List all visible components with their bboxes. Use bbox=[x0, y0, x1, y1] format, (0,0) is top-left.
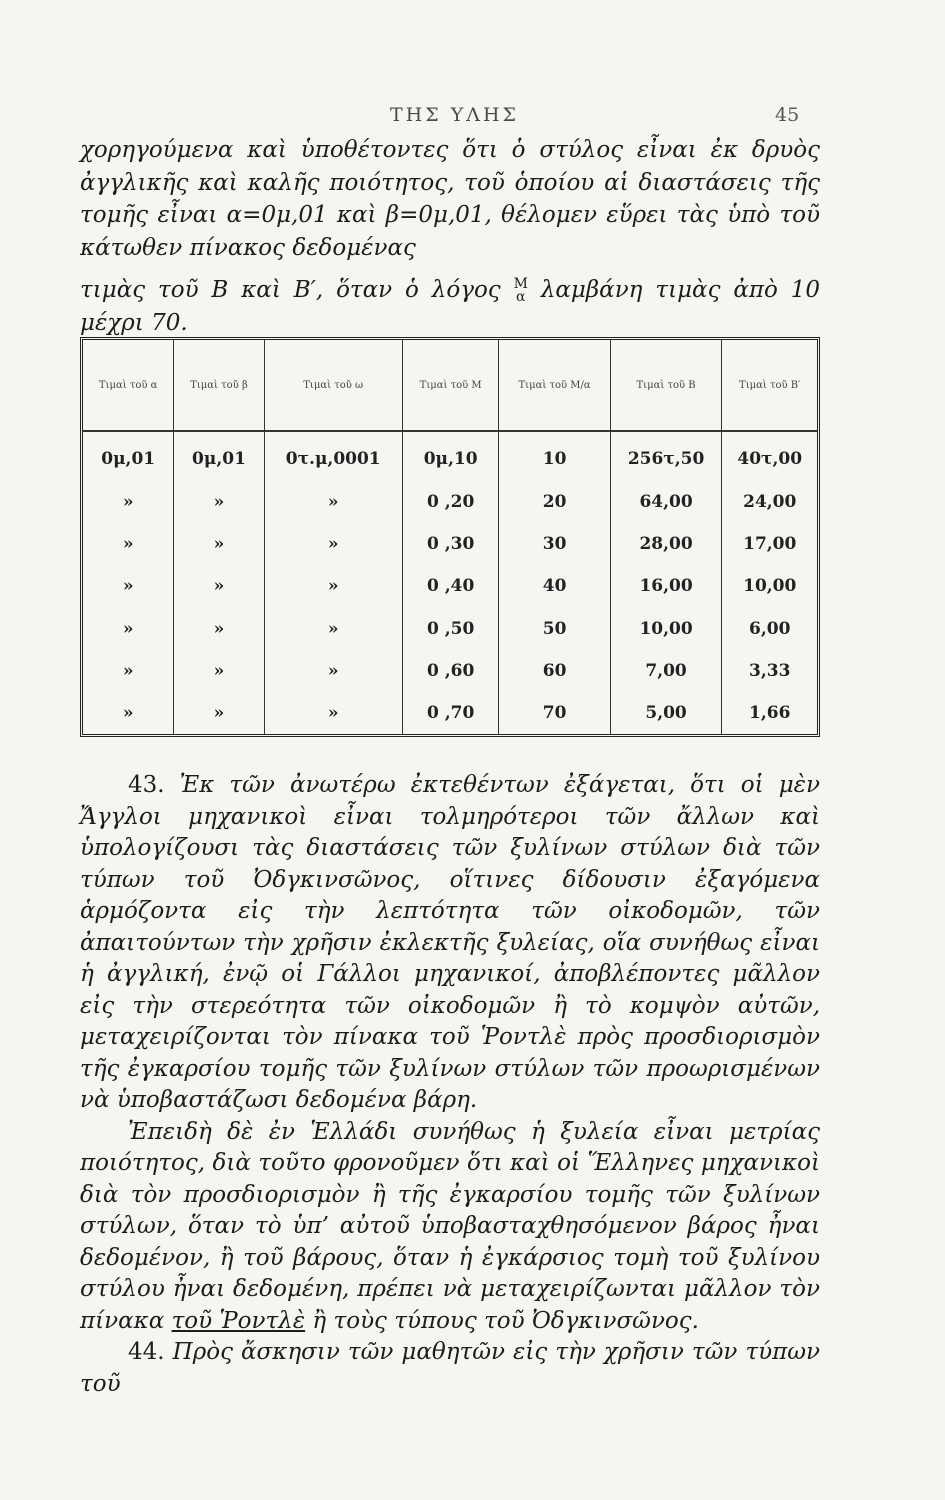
table-cell: » bbox=[174, 481, 264, 523]
section-43-text: Ἐκ τῶν ἀνωτέρω ἐκτεθέντων ἐξάγεται, ὅτι οἱ μὲν Ἄγγλοι μηχανικοὶ εἶναι τολμηρότεροι τῶν ἄλλων καὶ ὑπολογίζουσι τὰς διαστάσεις τῶν ξυλίνων στύλων διὰ τῶν τύπων τοῦ Ὀδγκινσῶνος, οἵτινες δίδουσιν ἐξαγόμενα ἁρμόζοντα εἰς τὴν λεπτότητα τῶν οἰκοδομῶν, τῶν ἀπαιτούντων τὴν χρῆσιν ἐκλεκτῆς ξυλείας, οἵα συνήθως εἶναι ἡ ἀγγλική, ἐνῷ οἱ Γάλλοι μηχανικοί, ἀποβλέποντες μᾶλλον εἰς τὴν στερεότητα τῶν οἰκοδομῶν ἢ τὸ κομψὸν αὐτῶν, μεταχειρίζονται τὸν πίνακα τοῦ Ῥοντλὲ πρὸς προσδιορισμὸν τῆς ἐγκαρσίου τομῆς τῶν ξυλίνων στύλων τῶν προωρισμένων νὰ ὑποβαστάζωσι δεδομένα βάρη. bbox=[80, 772, 820, 1113]
table-cell: 17,00 bbox=[722, 523, 817, 565]
paragraph-2-end: ἢ τοὺς τύπους τοῦ Ὀδγκινσῶνος. bbox=[312, 1307, 699, 1334]
table-cell: 10 bbox=[499, 431, 610, 481]
table-cell: 0μ,10 bbox=[402, 431, 499, 481]
table-cell: » bbox=[264, 523, 402, 565]
header-cell: Τιμαὶ τοῦ B bbox=[610, 340, 722, 431]
table-cell: » bbox=[264, 692, 402, 734]
table-row bbox=[83, 523, 817, 565]
table-cell: » bbox=[264, 481, 402, 523]
table-cell: 28,00 bbox=[610, 523, 722, 565]
section-44 bbox=[80, 1337, 820, 1400]
values-table bbox=[83, 340, 817, 734]
paragraph-2 bbox=[80, 1117, 820, 1338]
underlined-phrase: τοῦ Ῥοντλὲ bbox=[171, 1307, 306, 1334]
table-cell: 0τ.μ,0001 bbox=[264, 431, 402, 481]
page-number: 45 bbox=[775, 104, 800, 126]
table-cell: 0 ,60 bbox=[402, 650, 499, 692]
table-cell: 6,00 bbox=[722, 607, 817, 649]
table-row bbox=[83, 565, 817, 607]
table-cell: 60 bbox=[499, 650, 610, 692]
values-table-frame bbox=[80, 337, 820, 737]
table-row bbox=[83, 481, 817, 523]
header-cell: Τιμαὶ τοῦ β bbox=[174, 340, 264, 431]
header-cell: Τιμαὶ τοῦ M bbox=[402, 340, 499, 431]
page-header bbox=[0, 102, 945, 132]
table-cell: 5,00 bbox=[610, 692, 722, 734]
table-cell: 0μ,01 bbox=[101, 449, 156, 470]
table-cell: 40τ,00 bbox=[722, 431, 817, 481]
table-cell: » bbox=[122, 702, 134, 723]
table-cell: 0 ,20 bbox=[402, 481, 499, 523]
table-cell: 256τ,50 bbox=[610, 431, 722, 481]
table-cell: 10,00 bbox=[722, 565, 817, 607]
table-cell: » bbox=[122, 576, 134, 597]
table-cell: » bbox=[174, 692, 264, 734]
table-cell: 0 ,50 bbox=[402, 607, 499, 649]
table-cell: 0μ,01 bbox=[174, 431, 264, 481]
intro-last-line bbox=[80, 274, 820, 339]
header-cell: Τιμαὶ τοῦ α bbox=[83, 340, 174, 431]
fraction-denominator: α bbox=[516, 289, 526, 306]
table-cell: » bbox=[264, 650, 402, 692]
table-cell: » bbox=[174, 523, 264, 565]
intro-paragraph bbox=[80, 134, 820, 340]
header-cell: Τιμαὶ τοῦ ω bbox=[264, 340, 402, 431]
ratio-fraction bbox=[514, 278, 528, 304]
table-cell: 16,00 bbox=[610, 565, 722, 607]
table-cell: 7,00 bbox=[610, 650, 722, 692]
section-number: 43. bbox=[128, 772, 165, 798]
table-cell: 3,33 bbox=[722, 650, 817, 692]
table-cell: 30 bbox=[499, 523, 610, 565]
section-number: 44. bbox=[128, 1339, 165, 1365]
table-cell: 64,00 bbox=[610, 481, 722, 523]
table-cell: 20 bbox=[499, 481, 610, 523]
table-row bbox=[83, 607, 817, 649]
table-cell: 40 bbox=[499, 565, 610, 607]
table-cell: » bbox=[174, 650, 264, 692]
table-cell: » bbox=[122, 660, 134, 681]
table-row bbox=[83, 650, 817, 692]
table-cell: 0 ,30 bbox=[402, 523, 499, 565]
running-title: ΤΗΣ ΥΛΗΣ bbox=[390, 104, 519, 126]
header-cell: Τιμαὶ τοῦ M/α bbox=[499, 340, 610, 431]
table-cell: » bbox=[264, 607, 402, 649]
table-cell: » bbox=[174, 565, 264, 607]
table-row bbox=[83, 692, 817, 734]
table-cell: 10,00 bbox=[610, 607, 722, 649]
table-cell: 50 bbox=[499, 607, 610, 649]
section-43 bbox=[80, 770, 820, 1117]
table-cell: » bbox=[174, 607, 264, 649]
fraction-numerator: M bbox=[513, 276, 528, 293]
table-cell: 24,00 bbox=[722, 481, 817, 523]
table-cell: » bbox=[122, 534, 134, 555]
table-row bbox=[83, 431, 817, 481]
intro-last-line-start: τιμὰς τοῦ B καὶ B′, ὅταν ὁ λόγος bbox=[80, 277, 501, 304]
intro-last-line-end: λαμβάνη τιμὰς ἀπὸ 10 μέχρι 70. bbox=[80, 277, 820, 336]
paragraph-2-text: Ἐπειδὴ δὲ ἐν Ἑλλάδι συνήθως ἡ ξυλεία εἶναι μετρίας ποιότητος, διὰ τοῦτο φρονοῦμεν ὅτι καὶ οἱ Ἕλληνες μηχανικοὶ διὰ τὸν προσδιορισμὸν ἢ τῆς ἐγκαρσίου τομῆς τῶν ξυλίνων στύλων, ὅταν τὸ ὑπ’ αὐτοῦ ὑποβασταχθησόμενον βάρος ἦναι δεδομένον, ἢ τοῦ βάρους, ὅταν ἡ ἐγκάρσιος τομὴ τοῦ ξυλίνου στύλου ἦναι δεδομένη, πρέπει νὰ μεταχειρίζωνται μᾶλλον τὸν πίνακα bbox=[80, 1118, 820, 1334]
intro-text: χορηγούμενα καὶ ὑποθέτοντες ὅτι ὁ στύλος εἶναι ἐκ δρυὸς ἀγγλικῆς καὶ καλῆς ποιότητος, τοῦ ὁποίου αἱ διαστάσεις τῆς τομῆς εἶναι α=0μ,01 καὶ β=0μ,01, θέλομεν εὕρει τὰς ὑπὸ τοῦ κάτωθεν πίνακος δεδομένας bbox=[80, 137, 820, 261]
table-body bbox=[83, 431, 817, 734]
table-cell: » bbox=[264, 565, 402, 607]
table-cell: 0 ,70 bbox=[402, 692, 499, 734]
table-cell: 1,66 bbox=[722, 692, 817, 734]
table-header-row bbox=[83, 340, 817, 431]
table-cell: » bbox=[122, 618, 134, 639]
main-text bbox=[80, 770, 820, 1400]
table-cell: 70 bbox=[499, 692, 610, 734]
table-cell: 0 ,40 bbox=[402, 565, 499, 607]
table-cell: » bbox=[122, 492, 134, 513]
section-44-text: Πρὸς ἄσκησιν τῶν μαθητῶν εἰς τὴν χρῆσιν τῶν τύπων τοῦ bbox=[80, 1339, 821, 1397]
header-cell: Τιμαὶ τοῦ B′ bbox=[722, 340, 817, 431]
